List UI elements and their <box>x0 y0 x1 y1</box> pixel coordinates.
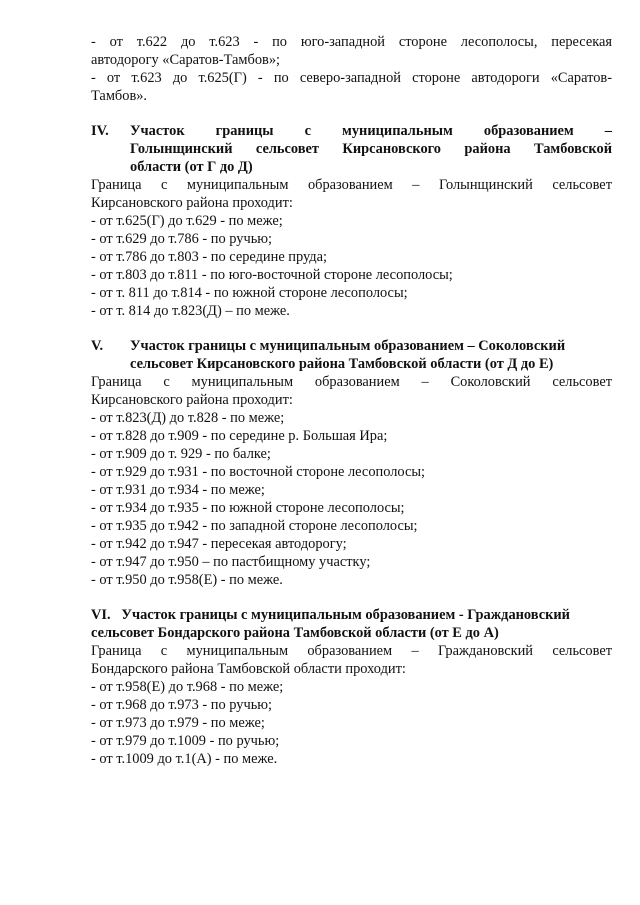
list-item: - от т.973 до т.979 - по меже; <box>91 715 265 731</box>
list-item: - от т.931 до т.934 - по меже; <box>91 482 265 498</box>
section-heading-first-line: Участок границы с муниципальным образованием - Граждановский <box>121 607 570 623</box>
intro-line: автодорогу «Саратов-Тамбов»; <box>91 52 281 68</box>
section-heading-line: сельсовет Кирсановского района Тамбовской области (от Д до Е) <box>130 356 554 372</box>
list-item: - от т.950 до т.958(Е) - по меже. <box>91 572 283 588</box>
list-item: - от т.958(Е) до т.968 - по меже; <box>91 679 284 695</box>
list-item: - от т.909 до т. 929 - по балке; <box>91 446 271 462</box>
section-heading-first-line: Участок границы с муниципальным образованием – <box>130 123 612 139</box>
list-item: - от т.823(Д) до т.828 - по меже; <box>91 410 285 426</box>
list-item: - от т.786 до т.803 - по середине пруда; <box>91 249 328 265</box>
list-item: - от т.942 до т.947 - пересекая автодорогу; <box>91 536 347 552</box>
list-item: - от т.929 до т.931 - по восточной стороне лесополосы; <box>91 464 426 480</box>
section-heading <box>91 122 612 140</box>
list-item: - от т.947 до т.950 – по пастбищному участку; <box>91 554 371 570</box>
list-item: - от т.979 до т.1009 - по ручью; <box>91 733 280 749</box>
list-item: - от т. 811 до т.814 - по южной стороне лесополосы; <box>91 285 408 301</box>
list-item: - от т.629 до т.786 - по ручью; <box>91 231 273 247</box>
list-item: - от т.828 до т.909 - по середине р. Большая Ира; <box>91 428 388 444</box>
section-number: IV. <box>91 123 109 139</box>
list-item: - от т.934 до т.935 - по южной стороне лесополосы; <box>91 500 405 516</box>
section-description: Бондарского района Тамбовской области проходит: <box>91 661 406 677</box>
section-description: Граница с муниципальным образованием – Соколовский сельсовет <box>91 374 612 390</box>
intro-line: Тамбов». <box>91 88 148 104</box>
section-description: Кирсановского района проходит: <box>91 392 293 408</box>
list-item: - от т.625(Г) до т.629 - по меже; <box>91 213 283 229</box>
intro-block <box>91 33 612 105</box>
intro-line: - от т.623 до т.625(Г) - по северо-западной стороне автодороги «Саратов- <box>91 70 612 86</box>
section-heading-line: Голынщинский сельсовет Кирсановского района Тамбовской <box>130 141 612 157</box>
section-heading-line: области (от Г до Д) <box>130 159 253 175</box>
list-item: - от т.803 до т.811 - по юго-восточной стороне лесополосы; <box>91 267 453 283</box>
section-vi <box>91 606 612 768</box>
section-heading <box>91 606 612 624</box>
section-heading-line: сельсовет Бондарского района Тамбовской области (от Е до А) <box>91 625 499 641</box>
section-description: Граница с муниципальным образованием – Голынщинский сельсовет <box>91 177 612 193</box>
list-item: - от т.1009 до т.1(А) - по меже. <box>91 751 278 767</box>
list-item: - от т. 814 до т.823(Д) – по меже. <box>91 303 290 319</box>
section-heading-first-line: Участок границы с муниципальным образованием – Соколовский <box>130 338 566 354</box>
section-heading <box>85 337 612 355</box>
section-description: Кирсановского района проходит: <box>91 195 293 211</box>
section-description: Граница с муниципальным образованием – Граждановский сельсовет <box>91 643 612 659</box>
intro-line: - от т.622 до т.623 - по юго-западной стороне лесополосы, пересекая <box>91 34 612 50</box>
section-iv <box>91 122 612 320</box>
section-v <box>91 337 612 589</box>
list-item: - от т.968 до т.973 - по ручью; <box>91 697 273 713</box>
section-number: VI. <box>91 607 111 623</box>
list-item: - от т.935 до т.942 - по западной стороне лесополосы; <box>91 518 418 534</box>
section-number: V. <box>91 338 104 354</box>
